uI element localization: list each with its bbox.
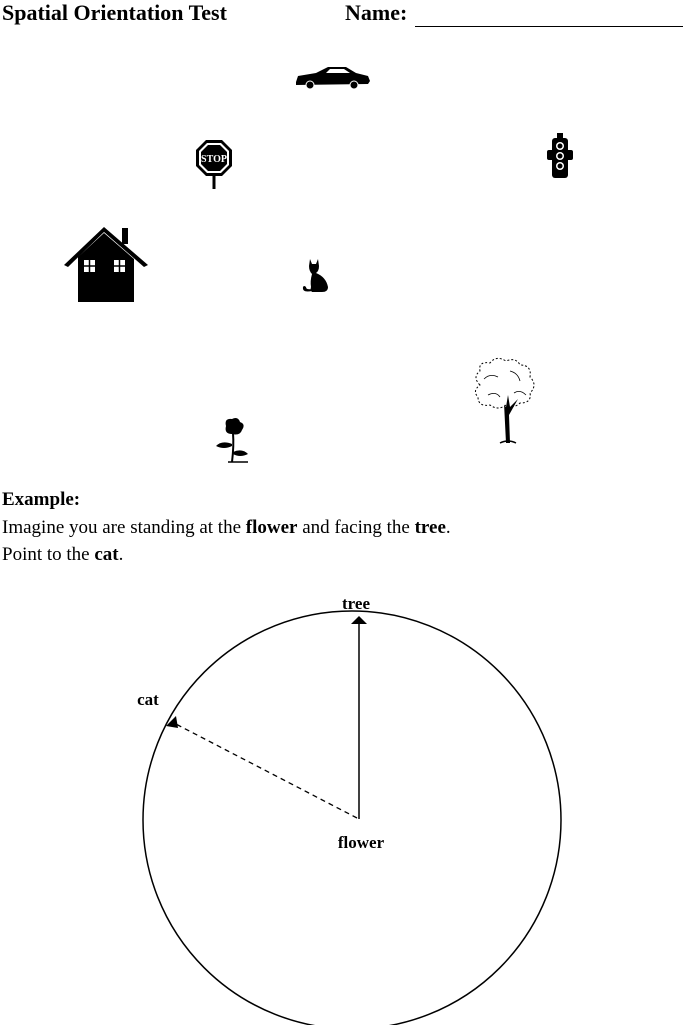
- tree-direction-label: tree: [342, 594, 370, 613]
- tree-icon: [470, 355, 540, 447]
- flower-icon: [214, 416, 252, 466]
- name-field[interactable]: [415, 26, 683, 27]
- instruction-text: .: [118, 544, 124, 565]
- example-heading: Example:: [2, 489, 81, 510]
- name-label: Name:: [345, 0, 408, 25]
- stop-sign-text: STOP: [201, 154, 227, 165]
- car-icon: [294, 64, 372, 92]
- facing-arrowhead-icon: [351, 616, 367, 624]
- traffic-light-icon: [546, 132, 574, 180]
- instruction-text: Point to the: [2, 544, 95, 565]
- instruction-object-cat: cat: [94, 544, 119, 565]
- house-icon: [62, 225, 150, 305]
- answer-circle[interactable]: [143, 611, 561, 1025]
- example-instruction-line2: [2, 544, 123, 566]
- stop-sign-icon: [194, 138, 234, 190]
- answer-line: [172, 722, 357, 818]
- instruction-object-flower: flower: [245, 517, 298, 538]
- instruction-text: Imagine you are standing at the: [2, 517, 246, 538]
- cat-direction-label: cat: [137, 690, 159, 709]
- instruction-object-tree: tree: [414, 517, 446, 538]
- example-instruction-line1: [2, 517, 451, 539]
- test-title: Spatial Orientation Test: [2, 0, 227, 25]
- flower-center-label: flower: [337, 833, 385, 852]
- cat-icon: [298, 257, 334, 295]
- instruction-text: .: [445, 517, 451, 538]
- instruction-text: and facing the: [297, 517, 415, 538]
- answer-circle-diagram: [0, 580, 685, 1025]
